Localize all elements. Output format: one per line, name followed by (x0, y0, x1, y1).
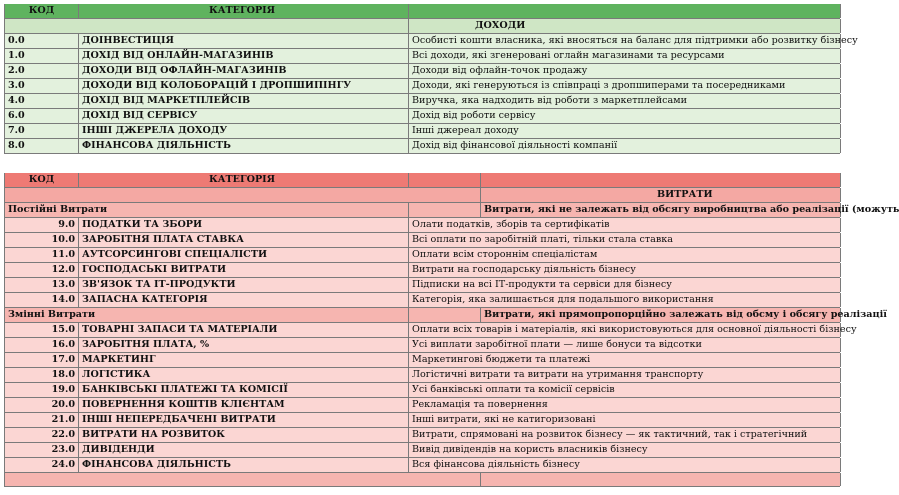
fixed-expenses-label[interactable]: Постійні Витрати (5, 203, 409, 217)
income-description-cell[interactable]: Інші джереал доходу (409, 124, 841, 138)
variable-expenses-row (4, 308, 887, 323)
expense-row (4, 263, 840, 278)
income-header-empty[interactable] (409, 4, 841, 18)
expense-description-cell[interactable]: Рекламація та повернення (409, 398, 841, 412)
income-code-cell[interactable]: 8.0 (5, 139, 79, 153)
expense-row (4, 323, 857, 338)
expenses-title[interactable]: ВИТРАТИ (481, 188, 841, 202)
expense-description-cell[interactable]: Оплати всім стороннім спеціалістам (409, 248, 841, 262)
income-description-cell[interactable]: Дохід від роботи сервісу (409, 109, 841, 123)
expense-row (4, 443, 840, 458)
income-row (4, 34, 858, 49)
expenses-header-code[interactable]: КОД (5, 173, 79, 187)
expense-row (4, 368, 840, 383)
income-description-cell[interactable]: Всі доходи, які згенеровані оглайн магазинами та ресурсами (409, 49, 841, 63)
expense-description-cell[interactable]: Витрати на господарську діяльність бізнесу (409, 263, 841, 277)
expense-category-cell[interactable]: ЗВ'ЯЗОК ТА ІТ-ПРОДУКТИ (79, 278, 409, 292)
expense-description-cell[interactable]: Усі банківські оплати та комісії сервісів (409, 383, 841, 397)
income-category-cell[interactable]: ДОХІД ВІД ОНЛАЙН-МАГАЗИНІВ (79, 49, 409, 63)
income-title-left[interactable] (5, 19, 409, 33)
income-row (4, 94, 840, 109)
expense-row (4, 218, 840, 233)
expense-code-cell[interactable]: 19.0 (5, 383, 79, 397)
expense-code-cell[interactable]: 17.0 (5, 353, 79, 367)
income-description-cell[interactable]: Особисті кошти власника, які вносяться на баланс для підтримки або розвитку бізнесу (409, 34, 841, 48)
expenses-header-empty-2[interactable] (481, 173, 841, 187)
expense-description-cell[interactable]: Маркетингові бюджети та платежі (409, 353, 841, 367)
expense-description-cell[interactable]: Всі оплати по заробітній платі, тільки стала ставка (409, 233, 841, 247)
expense-category-cell[interactable]: ТОВАРНІ ЗАПАСИ ТА МАТЕРІАЛИ (79, 323, 409, 337)
fixed-expense-rows (4, 218, 840, 308)
expense-category-cell[interactable]: ПОВЕРНЕННЯ КОШТІВ КЛІЄНТАМ (79, 398, 409, 412)
expense-code-cell[interactable]: 10.0 (5, 233, 79, 247)
income-row (4, 139, 840, 154)
income-description-cell[interactable]: Доходи, які генеруються із співпраці з дропшиперами та посередниками (409, 79, 841, 93)
expense-category-cell[interactable]: ЗАРОБІТНЯ ПЛАТА СТАВКА (79, 233, 409, 247)
income-code-cell[interactable]: 1.0 (5, 49, 79, 63)
income-row (4, 124, 840, 139)
fixed-expenses-note[interactable]: Витрати, які не залежать від обсягу виробництва або реалізації (можуть (481, 203, 841, 217)
expenses-header-row (4, 173, 840, 188)
expense-category-cell[interactable]: ІНШІ НЕПЕРЕДБАЧЕНІ ВИТРАТИ (79, 413, 409, 427)
expense-description-cell[interactable]: Вивід дивідендів на користь власників бізнесу (409, 443, 841, 457)
expense-category-cell[interactable]: ПОДАТКИ ТА ЗБОРИ (79, 218, 409, 232)
expense-category-cell[interactable]: ДИВІДЕНДИ (79, 443, 409, 457)
expense-code-cell[interactable]: 9.0 (5, 218, 79, 232)
expense-description-cell[interactable]: Вся фінансова діяльність бізнесу (409, 458, 841, 472)
expenses-footer-left[interactable] (5, 473, 481, 486)
income-row (4, 64, 840, 79)
expense-row (4, 413, 840, 428)
expense-description-cell[interactable]: Усі виплати заробітної плати — лише бонуси та відсотки (409, 338, 841, 352)
expense-category-cell[interactable]: ФІНАНСОВА ДІЯЛЬНІСТЬ (79, 458, 409, 472)
income-category-cell[interactable]: ДОІНВЕСТИЦІЯ (79, 34, 409, 48)
expense-code-cell[interactable]: 15.0 (5, 323, 79, 337)
income-category-cell[interactable]: ДОХІД ВІД МАРКЕТПЛЕЙСІВ (79, 94, 409, 108)
income-category-cell[interactable]: ДОХОДИ ВІД КОЛОБОРАЦІЙ І ДРОПШИПІНГУ (79, 79, 409, 93)
income-header-category[interactable]: КАТЕГОРІЯ (79, 4, 409, 18)
income-description-cell[interactable]: Виручка, яка надходить від роботи з маркетплейсами (409, 94, 841, 108)
income-description-cell[interactable]: Дохід від фінансової діяльності компанії (409, 139, 841, 153)
expense-code-cell[interactable]: 12.0 (5, 263, 79, 277)
expense-description-cell[interactable]: Витрати, спрямовані на розвиток бізнесу — як тактичний, так і стратегічний (409, 428, 841, 442)
expenses-footer-row (4, 473, 840, 487)
income-category-cell[interactable]: ДОХІД ВІД СЕРВІСУ (79, 109, 409, 123)
income-category-cell[interactable]: ФІНАНСОВА ДІЯЛЬНІСТЬ (79, 139, 409, 153)
expense-row (4, 338, 840, 353)
expense-description-cell[interactable]: Інші витрати, які не катигоризовані (409, 413, 841, 427)
income-description-cell[interactable]: Доходи від офлайн-точок продажу (409, 64, 841, 78)
income-title-row (4, 19, 840, 34)
expense-code-cell[interactable]: 18.0 (5, 368, 79, 382)
expenses-header-category[interactable]: КАТЕГОРІЯ (79, 173, 409, 187)
expenses-footer-right[interactable] (481, 473, 841, 486)
income-row (4, 109, 840, 124)
expense-code-cell[interactable]: 24.0 (5, 458, 79, 472)
expense-category-cell[interactable]: ЗАРОБІТНЯ ПЛАТА, % (79, 338, 409, 352)
expense-code-cell[interactable]: 11.0 (5, 248, 79, 262)
income-row (4, 79, 840, 94)
expense-row (4, 353, 840, 368)
expense-row (4, 428, 840, 443)
expenses-header-empty-1[interactable] (409, 173, 481, 187)
income-row (4, 49, 840, 64)
income-header-code[interactable]: КОД (5, 4, 79, 18)
expense-description-cell[interactable]: Підписки на всі ІТ-продукти та сервіси для бізнесу (409, 278, 841, 292)
income-title[interactable]: ДОХОДИ (409, 19, 841, 33)
income-category-cell[interactable]: ДОХОДИ ВІД ОФЛАЙН-МАГАЗИНІВ (79, 64, 409, 78)
income-header-row (4, 4, 840, 19)
income-code-cell[interactable]: 3.0 (5, 79, 79, 93)
expense-row (4, 233, 840, 248)
expense-row (4, 248, 840, 263)
expense-category-cell[interactable]: АУТСОРСИНГОВІ СПЕЦІАЛІСТИ (79, 248, 409, 262)
expenses-title-left[interactable] (5, 188, 481, 202)
expense-category-cell[interactable]: ВИТРАТИ НА РОЗВИТОК (79, 428, 409, 442)
expense-category-cell[interactable]: БАНКІВСЬКІ ПЛАТЕЖІ ТА КОМІСІЇ (79, 383, 409, 397)
expense-row (4, 383, 840, 398)
expense-description-cell[interactable]: Оплати всіх товарів і матеріалів, які використовуються для основної діяльності бізнесу (409, 323, 841, 337)
expense-row (4, 278, 840, 293)
expense-description-cell[interactable]: Олати податків, зборів та сертифікатів (409, 218, 841, 232)
expense-code-cell[interactable]: 16.0 (5, 338, 79, 352)
fixed-expenses-row (4, 203, 899, 218)
expense-code-cell[interactable]: 14.0 (5, 293, 79, 307)
spreadsheet (4, 4, 899, 487)
income-code-cell[interactable]: 4.0 (5, 94, 79, 108)
income-rows (4, 34, 858, 154)
expense-code-cell[interactable]: 23.0 (5, 443, 79, 457)
expense-row (4, 293, 840, 308)
variable-expenses-label[interactable]: Змінні Витрати (5, 308, 409, 322)
income-code-cell[interactable]: 2.0 (5, 64, 79, 78)
expense-category-cell[interactable]: ЗАПАСНА КАТЕГОРІЯ (79, 293, 409, 307)
variable-expenses-spacer[interactable] (409, 308, 481, 322)
variable-expense-rows (4, 323, 857, 473)
income-code-cell[interactable]: 7.0 (5, 124, 79, 138)
section-gap (4, 154, 840, 173)
expense-code-cell[interactable]: 20.0 (5, 398, 79, 412)
income-category-cell[interactable]: ІНШІ ДЖЕРЕЛА ДОХОДУ (79, 124, 409, 138)
expense-description-cell[interactable]: Логістичні витрати та витрати на утримання транспорту (409, 368, 841, 382)
expense-code-cell[interactable]: 21.0 (5, 413, 79, 427)
expense-description-cell[interactable]: Категорія, яка залишається для подальшого використання (409, 293, 841, 307)
expense-code-cell[interactable]: 22.0 (5, 428, 79, 442)
expense-row (4, 458, 840, 473)
expense-category-cell[interactable]: ЛОГІСТИКА (79, 368, 409, 382)
income-code-cell[interactable]: 6.0 (5, 109, 79, 123)
expense-category-cell[interactable]: ГОСПОДАСЬКІ ВИТРАТИ (79, 263, 409, 277)
expenses-title-row (4, 188, 840, 203)
expense-category-cell[interactable]: МАРКЕТИНГ (79, 353, 409, 367)
expense-code-cell[interactable]: 13.0 (5, 278, 79, 292)
fixed-expenses-spacer[interactable] (409, 203, 481, 217)
expense-row (4, 398, 840, 413)
income-code-cell[interactable]: 0.0 (5, 34, 79, 48)
variable-expenses-note[interactable]: Витрати, які прямопропорційно залежать від обсму і обсягу реалізації (481, 308, 841, 322)
